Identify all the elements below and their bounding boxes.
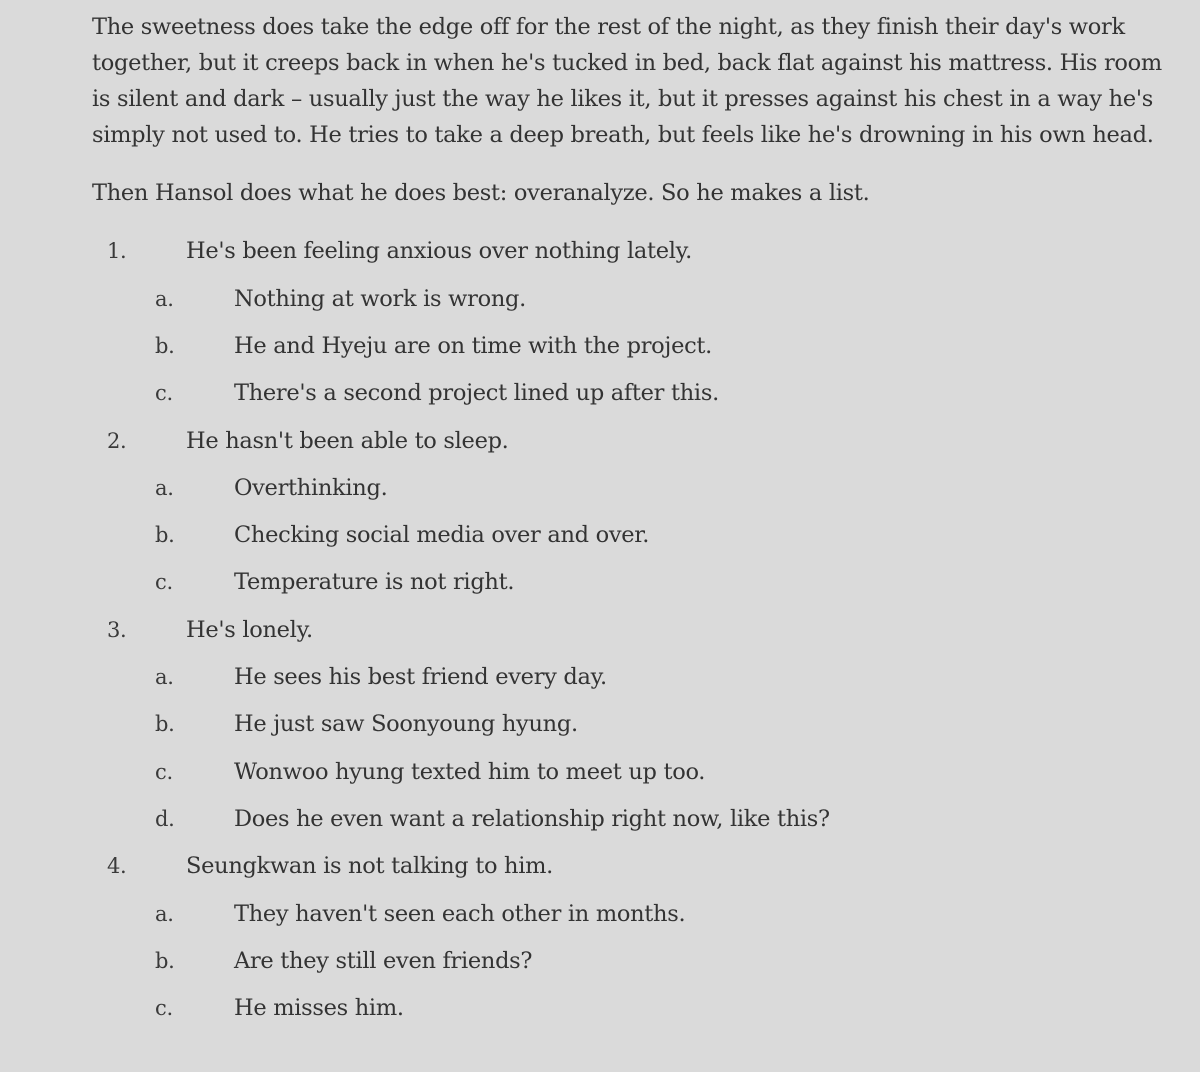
sub-list-marker: a. (155, 665, 174, 689)
sub-list-marker: a. (155, 287, 174, 311)
sub-list-marker: c. (155, 996, 173, 1020)
list-item (0, 848, 1200, 884)
sub-list-item-text: Nothing at work is wrong. (234, 286, 526, 312)
sub-list-marker: b. (155, 523, 175, 547)
sub-list-marker: a. (155, 476, 174, 500)
list-item-text: He's lonely. (186, 617, 313, 643)
sub-list-item (0, 943, 1200, 979)
sub-list-marker: d. (155, 807, 175, 831)
sub-list-item-text: He misses him. (234, 995, 404, 1021)
sub-list-item-text: Overthinking. (234, 475, 388, 501)
sub-list-item (0, 564, 1200, 600)
list-item-text: He's been feeling anxious over nothing lately. (186, 238, 692, 264)
list-item-text: He hasn't been able to sleep. (186, 428, 509, 454)
list-item-text: Seungkwan is not talking to him. (186, 853, 554, 879)
sub-list-item (0, 517, 1200, 553)
sub-list-item-text: They haven't seen each other in months. (234, 901, 686, 927)
sub-list-marker: b. (155, 949, 175, 973)
sub-list-item (0, 281, 1200, 317)
list-marker: 2. (107, 429, 127, 453)
sub-list-item-text: He just saw Soonyoung hyung. (234, 711, 578, 737)
list-item (0, 233, 1200, 269)
list-marker: 3. (107, 618, 127, 642)
sub-list-item (0, 328, 1200, 364)
sub-list-marker: c. (155, 381, 173, 405)
sub-list-item-text: Are they still even friends? (234, 948, 533, 974)
list-marker: 1. (107, 239, 127, 263)
list-marker: 4. (107, 854, 127, 878)
sub-list-item (0, 706, 1200, 742)
sub-list-item-text: Wonwoo hyung texted him to meet up too. (234, 759, 706, 785)
sub-list-item (0, 659, 1200, 695)
sub-list-item (0, 754, 1200, 790)
list-item (0, 423, 1200, 459)
sub-list-item (0, 470, 1200, 506)
sub-list-marker: c. (155, 760, 173, 784)
sub-list-item-text: He and Hyeju are on time with the project. (234, 333, 713, 359)
sub-list-item-text: There's a second project lined up after this. (234, 380, 719, 406)
sub-list-item (0, 801, 1200, 837)
sub-list-item (0, 896, 1200, 932)
sub-list-item (0, 375, 1200, 411)
sub-list-marker: c. (155, 570, 173, 594)
sub-list-marker: b. (155, 712, 175, 736)
sub-list-marker: a. (155, 902, 174, 926)
sub-list-item-text: Temperature is not right. (234, 569, 515, 595)
list-item (0, 612, 1200, 648)
sub-list-marker: b. (155, 334, 175, 358)
sub-list-item (0, 990, 1200, 1026)
paragraph-intro: The sweetness does take the edge off for the rest of the night, as they finish their day's work together, but it creeps back in when he's tucked in bed, back flat against his mattress. His room is silent and dark – usually just the way he likes it, but it presses against his chest in a way he's simply not used to. He tries to take a deep breath, but feels like he's drowning in his own head. (92, 14, 1162, 148)
sub-list-item-text: Does he even want a relationship right now, like this? (234, 806, 830, 832)
sub-list-item-text: He sees his best friend every day. (234, 664, 607, 690)
sub-list-item-text: Checking social media over and over. (234, 522, 650, 548)
paragraph-list-lead: Then Hansol does what he does best: overanalyze. So he makes a list. (92, 180, 870, 206)
